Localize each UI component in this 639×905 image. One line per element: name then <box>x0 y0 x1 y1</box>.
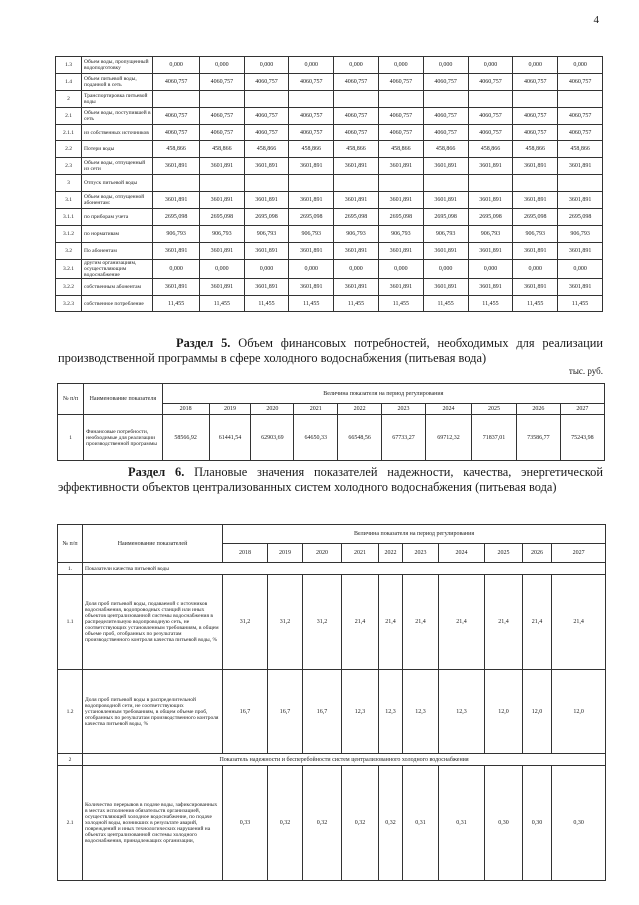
value-cell: 21,4 <box>342 575 379 670</box>
table-row <box>56 175 603 192</box>
table-row <box>56 225 603 242</box>
t3-header-name: Наименование показателей <box>83 525 223 563</box>
value-cell: 0,000 <box>200 57 244 74</box>
value-cell: 3601,891 <box>334 242 379 259</box>
year-header: 2026 <box>523 544 552 563</box>
value-cell: 3601,891 <box>423 242 468 259</box>
value-cell: 458,866 <box>152 141 199 158</box>
value-cell: 16,7 <box>268 670 303 754</box>
value-cell: 4060,757 <box>289 107 334 124</box>
row-label: Доля проб питьевой воды в распределительной водопроводной сети, не соответствующих установленным требованиям, в общем объеме проб, отобранных по результатам производственного контроля качества питьевой воды, % <box>83 670 223 754</box>
table-row <box>56 141 603 158</box>
value-cell: 3601,891 <box>152 278 199 295</box>
value-cell: 3601,891 <box>244 278 289 295</box>
value-cell <box>244 90 289 107</box>
value-cell: 3601,891 <box>558 158 603 175</box>
value-cell: 12,3 <box>439 670 485 754</box>
value-cell: 4060,757 <box>334 73 379 90</box>
value-cell: 3601,891 <box>289 192 334 209</box>
value-cell: 0,33 <box>223 766 268 881</box>
year-header: 2025 <box>485 544 523 563</box>
table-row <box>56 242 603 259</box>
value-cell: 3601,891 <box>152 242 199 259</box>
value-cell: 4060,757 <box>378 124 423 141</box>
value-cell: 21,4 <box>403 575 439 670</box>
value-cell: 2695,098 <box>152 209 199 226</box>
table-row <box>56 192 603 209</box>
value-cell: 64650,33 <box>294 415 338 461</box>
year-header: 2019 <box>268 544 303 563</box>
value-cell: 4060,757 <box>244 73 289 90</box>
value-cell: 906,793 <box>334 225 379 242</box>
row-code: 1.2 <box>58 670 83 754</box>
value-cell: 3601,891 <box>468 278 513 295</box>
year-header: 2023 <box>403 544 439 563</box>
value-cell: 21,4 <box>552 575 606 670</box>
value-cell: 0,000 <box>423 259 468 278</box>
table-row <box>56 57 603 74</box>
value-cell <box>200 175 244 192</box>
row-code: 3 <box>56 175 82 192</box>
value-cell: 4060,757 <box>334 107 379 124</box>
value-cell: 2695,098 <box>378 209 423 226</box>
value-cell <box>334 90 379 107</box>
row-code: 2.1 <box>56 107 82 124</box>
value-cell: 458,866 <box>244 141 289 158</box>
value-cell: 3601,891 <box>558 278 603 295</box>
row-code: 2 <box>56 90 82 107</box>
row-code: 3.1 <box>56 192 82 209</box>
value-cell: 3601,891 <box>423 192 468 209</box>
row-label: собственное потребление <box>82 295 153 312</box>
value-cell: 3601,891 <box>513 158 558 175</box>
value-cell: 4060,757 <box>423 73 468 90</box>
value-cell: 2695,098 <box>334 209 379 226</box>
value-cell: 3601,891 <box>200 158 244 175</box>
value-cell <box>558 175 603 192</box>
value-cell: 11,455 <box>423 295 468 312</box>
value-cell: 4060,757 <box>289 73 334 90</box>
value-cell: 0,000 <box>244 57 289 74</box>
t3-header-period: Величина показателя на период регулирования <box>223 525 606 544</box>
value-cell: 4060,757 <box>244 107 289 124</box>
row-code: 2.3 <box>56 158 82 175</box>
value-cell: 3601,891 <box>378 242 423 259</box>
row-label: Объем воды, отпущенный из сети <box>82 158 153 175</box>
t3-sec1-code: 1. <box>58 563 83 575</box>
value-cell: 61441,54 <box>209 415 251 461</box>
value-cell: 0,000 <box>468 57 513 74</box>
year-header: 2018 <box>223 544 268 563</box>
value-cell: 0,000 <box>423 57 468 74</box>
value-cell: 3601,891 <box>558 242 603 259</box>
value-cell: 4060,757 <box>152 107 199 124</box>
value-cell: 458,866 <box>289 141 334 158</box>
section6-title <box>58 465 603 495</box>
row-label: Потери воды <box>82 141 153 158</box>
value-cell: 0,000 <box>289 57 334 74</box>
value-cell: 4060,757 <box>423 124 468 141</box>
value-cell: 3601,891 <box>423 278 468 295</box>
row-code: 2.2 <box>56 141 82 158</box>
value-cell <box>423 90 468 107</box>
value-cell: 4060,757 <box>200 124 244 141</box>
value-cell: 0,30 <box>485 766 523 881</box>
value-cell <box>289 90 334 107</box>
value-cell: 0,30 <box>552 766 606 881</box>
value-cell: 71837,01 <box>472 415 517 461</box>
section5-title <box>58 336 603 366</box>
row-label: из собственных источников <box>82 124 153 141</box>
value-cell: 906,793 <box>468 225 513 242</box>
year-header: 2024 <box>426 404 472 415</box>
value-cell: 906,793 <box>423 225 468 242</box>
value-cell: 0,31 <box>439 766 485 881</box>
value-cell: 4060,757 <box>152 73 199 90</box>
table-row <box>56 73 603 90</box>
value-cell: 0,000 <box>378 57 423 74</box>
value-cell: 906,793 <box>378 225 423 242</box>
t2-header-name: Наименование показателя <box>84 384 162 415</box>
value-cell: 2695,098 <box>513 209 558 226</box>
value-cell: 3601,891 <box>244 158 289 175</box>
value-cell: 0,31 <box>403 766 439 881</box>
value-cell: 3601,891 <box>289 158 334 175</box>
row-code: 2.1.1 <box>56 124 82 141</box>
row-code: 3.2.2 <box>56 278 82 295</box>
section6-heading: Раздел 6. <box>128 465 185 479</box>
value-cell: 4060,757 <box>334 124 379 141</box>
value-cell: 0,000 <box>468 259 513 278</box>
value-cell: 73586,77 <box>516 415 560 461</box>
water-balance-table <box>55 56 603 312</box>
value-cell: 0,000 <box>558 259 603 278</box>
reliability-indicators-table <box>57 524 606 881</box>
value-cell <box>513 175 558 192</box>
row-code: 3.2.3 <box>56 295 82 312</box>
value-cell: 4060,757 <box>200 73 244 90</box>
value-cell: 11,455 <box>334 295 379 312</box>
year-header: 2023 <box>382 404 426 415</box>
value-cell <box>378 175 423 192</box>
row-label: Количество перерывов в подаче воды, зафиксированных в местах исполнения обязательств организацией, осуществляющей холодное водоснабжение, по подаче холодной воды, возникших в результате аварий, повреждений и иных технологических нарушений на объектах централизованной системы холодного водоснабжения, принадлежащих организации, <box>83 766 223 881</box>
value-cell: 31,2 <box>268 575 303 670</box>
value-cell <box>200 90 244 107</box>
value-cell <box>289 175 334 192</box>
value-cell: 0,000 <box>152 57 199 74</box>
value-cell: 3601,891 <box>513 278 558 295</box>
value-cell: 16,7 <box>303 670 342 754</box>
section5-heading: Раздел 5. <box>176 336 231 350</box>
table-row <box>56 124 603 141</box>
value-cell: 11,455 <box>513 295 558 312</box>
value-cell: 3601,891 <box>378 192 423 209</box>
value-cell: 3601,891 <box>468 242 513 259</box>
value-cell: 0,32 <box>379 766 403 881</box>
row-label: Отпуск питьевой воды <box>82 175 153 192</box>
row-label: Объем воды, поступившей в сеть <box>82 107 153 124</box>
value-cell: 21,4 <box>439 575 485 670</box>
row-label: Объем воды, пропущенный водоподготовку <box>82 57 153 74</box>
t3-sec1-label: Показатели качества питьевой воды <box>83 563 606 575</box>
value-cell: 0,32 <box>268 766 303 881</box>
row-label: Доля проб питьевой воды, подаваемой с источников водоснабжения, водопроводных станций или иных объектов централизованной системы водоснабжения в распределительную водопроводную сеть, не соответствующих установленным требованиям, в общем объеме проб, отобранных по результатам производственного контроля качества питьевой воды, % <box>83 575 223 670</box>
value-cell: 3601,891 <box>244 192 289 209</box>
row-code: 3.1.1 <box>56 209 82 226</box>
value-cell: 4060,757 <box>558 107 603 124</box>
value-cell: 62903,69 <box>251 415 294 461</box>
year-header: 2025 <box>472 404 517 415</box>
value-cell: 0,000 <box>334 57 379 74</box>
value-cell: 3601,891 <box>378 158 423 175</box>
value-cell: 4060,757 <box>468 107 513 124</box>
value-cell <box>334 175 379 192</box>
value-cell: 11,455 <box>378 295 423 312</box>
value-cell: 3601,891 <box>513 192 558 209</box>
section5-text: Объем финансовых потребностей, необходимых для реализации производственной программы в сфере холодного водоснабжения (питьевая вода) <box>58 336 603 365</box>
t2-header-period: Величина показателя на период регулирования <box>162 384 604 404</box>
year-header: 2021 <box>342 544 379 563</box>
table-row <box>58 415 605 461</box>
value-cell: 69712,32 <box>426 415 472 461</box>
value-cell: 2695,098 <box>200 209 244 226</box>
table-row <box>56 259 603 278</box>
t2-header-num: № п/п <box>58 384 84 415</box>
t3-sec2-code: 2 <box>58 754 83 766</box>
year-header: 2022 <box>338 404 382 415</box>
value-cell: 3601,891 <box>334 158 379 175</box>
table-row <box>56 278 603 295</box>
row-label: по нормативам <box>82 225 153 242</box>
value-cell <box>468 175 513 192</box>
value-cell: 75243,98 <box>560 415 604 461</box>
value-cell: 3601,891 <box>468 158 513 175</box>
financial-needs-table <box>57 383 605 461</box>
year-header: 2018 <box>162 404 209 415</box>
value-cell: 0,000 <box>289 259 334 278</box>
value-cell <box>152 90 199 107</box>
table-row <box>58 670 606 754</box>
value-cell <box>378 90 423 107</box>
value-cell: 4060,757 <box>513 107 558 124</box>
value-cell: 0,000 <box>378 259 423 278</box>
value-cell: 31,2 <box>303 575 342 670</box>
value-cell: 3601,891 <box>468 192 513 209</box>
value-cell: 4060,757 <box>513 124 558 141</box>
row-label: По абонентам <box>82 242 153 259</box>
value-cell: 2695,098 <box>289 209 334 226</box>
value-cell: 906,793 <box>200 225 244 242</box>
section5-unit: тыс. руб. <box>568 366 603 376</box>
value-cell: 12,3 <box>403 670 439 754</box>
value-cell: 12,0 <box>523 670 552 754</box>
row-label: Объем воды, отпущенной абонентам: <box>82 192 153 209</box>
table-row <box>56 158 603 175</box>
year-header: 2021 <box>294 404 338 415</box>
value-cell: 2695,098 <box>558 209 603 226</box>
value-cell: 12,3 <box>379 670 403 754</box>
value-cell: 0,000 <box>513 259 558 278</box>
value-cell: 4060,757 <box>378 107 423 124</box>
year-header: 2027 <box>552 544 606 563</box>
row-label: по приборам учета <box>82 209 153 226</box>
value-cell: 0,000 <box>513 57 558 74</box>
value-cell <box>468 90 513 107</box>
t3-header-num: № п/п <box>58 525 83 563</box>
value-cell: 0,000 <box>152 259 199 278</box>
value-cell: 58566,92 <box>162 415 209 461</box>
value-cell: 3601,891 <box>378 278 423 295</box>
value-cell: 11,455 <box>468 295 513 312</box>
year-header: 2027 <box>560 404 604 415</box>
value-cell: 0,30 <box>523 766 552 881</box>
year-header: 2019 <box>209 404 251 415</box>
value-cell: 2695,098 <box>244 209 289 226</box>
value-cell: 67733,27 <box>382 415 426 461</box>
value-cell: 458,866 <box>378 141 423 158</box>
value-cell: 3601,891 <box>200 192 244 209</box>
value-cell: 16,7 <box>223 670 268 754</box>
value-cell: 458,866 <box>513 141 558 158</box>
year-header: 2022 <box>379 544 403 563</box>
row-code: 1.4 <box>56 73 82 90</box>
value-cell: 906,793 <box>513 225 558 242</box>
value-cell: 12,0 <box>485 670 523 754</box>
value-cell: 11,455 <box>200 295 244 312</box>
value-cell: 458,866 <box>468 141 513 158</box>
year-header: 2020 <box>303 544 342 563</box>
value-cell: 2695,098 <box>423 209 468 226</box>
value-cell: 11,455 <box>152 295 199 312</box>
value-cell: 0,000 <box>244 259 289 278</box>
value-cell: 4060,757 <box>152 124 199 141</box>
year-header: 2026 <box>516 404 560 415</box>
value-cell <box>152 175 199 192</box>
year-header: 2024 <box>439 544 485 563</box>
value-cell: 3601,891 <box>334 278 379 295</box>
value-cell: 3601,891 <box>558 192 603 209</box>
value-cell: 12,3 <box>342 670 379 754</box>
value-cell: 0,32 <box>303 766 342 881</box>
value-cell <box>513 90 558 107</box>
value-cell: 458,866 <box>334 141 379 158</box>
value-cell: 66548,56 <box>338 415 382 461</box>
value-cell: 906,793 <box>244 225 289 242</box>
value-cell: 906,793 <box>152 225 199 242</box>
row-label: Финансовые потребности, необходимые для реализации производственной программы <box>84 415 162 461</box>
value-cell: 0,000 <box>558 57 603 74</box>
page-number: 4 <box>593 14 599 26</box>
table-row <box>56 90 603 107</box>
table-row <box>56 295 603 312</box>
value-cell: 4060,757 <box>378 73 423 90</box>
value-cell: 4060,757 <box>513 73 558 90</box>
value-cell: 3601,891 <box>152 192 199 209</box>
year-header: 2020 <box>251 404 294 415</box>
value-cell: 21,4 <box>523 575 552 670</box>
value-cell: 4060,757 <box>244 124 289 141</box>
value-cell: 4060,757 <box>200 107 244 124</box>
row-label: другим организациям, осуществляющим водоснабжение <box>82 259 153 278</box>
value-cell: 0,32 <box>342 766 379 881</box>
value-cell: 21,4 <box>379 575 403 670</box>
value-cell: 4060,757 <box>468 124 513 141</box>
value-cell: 4060,757 <box>423 107 468 124</box>
value-cell: 3601,891 <box>334 192 379 209</box>
value-cell: 21,4 <box>485 575 523 670</box>
value-cell: 458,866 <box>558 141 603 158</box>
row-code: 2.1 <box>58 766 83 881</box>
value-cell <box>423 175 468 192</box>
value-cell: 3601,891 <box>513 242 558 259</box>
value-cell: 31,2 <box>223 575 268 670</box>
section6-text: Плановые значения показателей надежности, качества, энергетической эффективности объектов централизованных систем холодного водоснабжения (питьевая вода) <box>58 465 603 494</box>
value-cell: 0,000 <box>334 259 379 278</box>
table-row <box>56 107 603 124</box>
table-row <box>56 209 603 226</box>
value-cell: 458,866 <box>200 141 244 158</box>
value-cell: 906,793 <box>289 225 334 242</box>
value-cell: 4060,757 <box>558 124 603 141</box>
row-code: 3.2 <box>56 242 82 259</box>
table-row <box>58 766 606 881</box>
row-code: 1.3 <box>56 57 82 74</box>
t3-sec2-label: Показатель надежности и бесперебойности систем централизованного холодного водоснабжения <box>83 754 606 766</box>
value-cell: 458,866 <box>423 141 468 158</box>
row-code: 3.2.1 <box>56 259 82 278</box>
row-code: 1 <box>58 415 84 461</box>
value-cell <box>558 90 603 107</box>
row-code: 3.1.2 <box>56 225 82 242</box>
value-cell: 0,000 <box>200 259 244 278</box>
row-code: 1.1 <box>58 575 83 670</box>
value-cell: 906,793 <box>558 225 603 242</box>
value-cell: 2695,098 <box>468 209 513 226</box>
value-cell: 11,455 <box>558 295 603 312</box>
table-row <box>58 575 606 670</box>
row-label: собственным абонентам <box>82 278 153 295</box>
value-cell: 3601,891 <box>152 158 199 175</box>
value-cell: 4060,757 <box>558 73 603 90</box>
row-label: Объем питьевой воды, поданной в сеть <box>82 73 153 90</box>
value-cell: 4060,757 <box>289 124 334 141</box>
value-cell <box>244 175 289 192</box>
value-cell: 3601,891 <box>423 158 468 175</box>
row-label: Транспортировка питьевой воды <box>82 90 153 107</box>
value-cell: 3601,891 <box>200 242 244 259</box>
value-cell: 3601,891 <box>200 278 244 295</box>
value-cell: 3601,891 <box>289 278 334 295</box>
value-cell: 12,0 <box>552 670 606 754</box>
value-cell: 11,455 <box>289 295 334 312</box>
value-cell: 4060,757 <box>468 73 513 90</box>
value-cell: 3601,891 <box>244 242 289 259</box>
value-cell: 3601,891 <box>289 242 334 259</box>
value-cell: 11,455 <box>244 295 289 312</box>
